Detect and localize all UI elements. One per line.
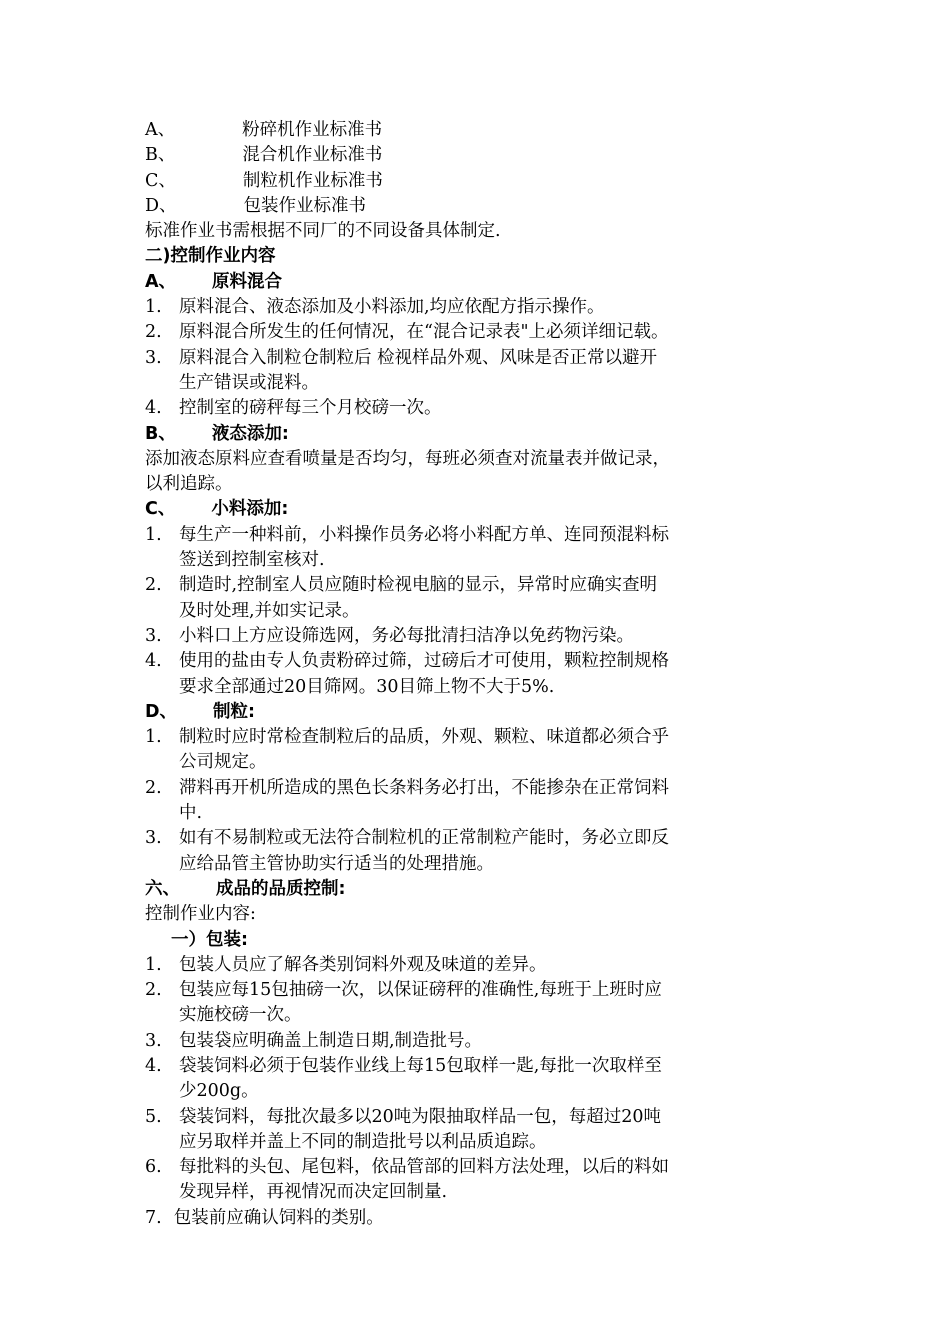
item-text: 原料混合入制粒仓制粒后 检视样品外观、风味是否正常以避开 <box>179 347 658 368</box>
list-item <box>145 649 825 674</box>
item-continuation: 应另取样并盖上不同的制造批号以利品质追踪。 <box>179 1131 547 1152</box>
item-number: 3. <box>145 625 162 646</box>
item-text: 袋装饲料必须于包装作业线上每15包取样一匙,每批一次取样至 <box>179 1055 662 1076</box>
sub-list-item <box>145 194 825 219</box>
item-continuation: 签送到控制室核对. <box>179 550 325 571</box>
item-number: 2. <box>145 575 162 596</box>
item-text: 每批料的头包、尾包料，依品管部的回料方法处理，以后的料如 <box>179 1157 669 1178</box>
heading-label: C、 <box>145 499 176 520</box>
item-continuation: 应给品管主管协助实行适当的处理措施。 <box>179 853 494 874</box>
item-text: 使用的盐由专人负责粉碎过筛，过磅后才可使用，颗粒控制规格 <box>179 651 669 672</box>
item-continuation: 生产错误或混料。 <box>179 372 319 393</box>
sub-label: C、 <box>145 170 176 191</box>
item-number: 5. <box>145 1106 162 1127</box>
item-number: 4. <box>145 398 162 419</box>
list-item <box>145 1029 825 1054</box>
document-page <box>145 118 825 1231</box>
item-continuation: 少200g。 <box>179 1081 259 1102</box>
list-item <box>145 573 825 598</box>
heading-title: 液态添加: <box>211 423 289 444</box>
sub-text: 制粒机作业标准书 <box>242 170 383 191</box>
subtitle-text: 控制作业内容: <box>145 904 256 925</box>
item-number: 3. <box>145 1030 162 1051</box>
sub-text: 粉碎机作业标准书 <box>242 120 383 140</box>
item-text: 制粒时应时常检查制粒后的品质，外观、颗粒、味道都必须合乎 <box>179 727 669 748</box>
paragraph-line: 添加液态原料应查看喷量是否均匀，每班必须查对流量表并做记录， <box>145 448 670 469</box>
heading-title: 原料混合 <box>212 271 283 292</box>
item-text: 原料混合、液态添加及小料添加,均应依配方指示操作。 <box>179 297 605 318</box>
sub-list-item <box>145 143 825 168</box>
list-item <box>145 1206 825 1231</box>
list-item <box>145 320 825 345</box>
subsection-heading-d <box>145 700 825 725</box>
item-text: 每生产一种料前，小料操作员务必将小料配方单、连同预混料标 <box>179 524 669 545</box>
list-item <box>145 1105 825 1130</box>
sub-list-item <box>145 118 825 143</box>
heading-label: A、 <box>145 271 177 292</box>
item-text: 包装前应确认饲料的类别。 <box>173 1207 384 1228</box>
heading-label: B、 <box>145 423 176 444</box>
heading-title: 小料添加: <box>211 499 289 520</box>
sub-text: 混合机作业标准书 <box>242 145 383 166</box>
item-continuation: 实施校磅一次。 <box>179 1005 302 1026</box>
item-text: 袋装饲料，每批次最多以20吨为限抽取样品一包，每超过20吨 <box>179 1106 662 1127</box>
list-item <box>145 523 825 548</box>
item-number: 1. <box>145 727 162 748</box>
item-number: 3. <box>145 347 162 368</box>
item-text: 包装应每15包抽磅一次，以保证磅秤的准确性,每班于上班时应 <box>179 980 662 1001</box>
list-item <box>145 978 825 1003</box>
item-number: 2. <box>145 980 162 1001</box>
heading-label: 六、 <box>145 878 180 899</box>
item-text: 原料混合所发生的任何情况，在“混合记录表"上必须详细记载。 <box>179 322 669 343</box>
list-item <box>145 295 825 320</box>
subsection-heading-a <box>145 270 825 295</box>
item-continuation: 公司规定。 <box>179 752 267 773</box>
sub-list-item <box>145 169 825 194</box>
section-heading: 二)控制作业内容 <box>145 246 276 267</box>
item-number: 1. <box>145 297 162 318</box>
subsection-heading-c <box>145 497 825 522</box>
sub-label: B、 <box>145 145 176 166</box>
sub-label: A、 <box>145 120 176 140</box>
item-number: 4. <box>145 651 162 672</box>
item-text: 小料口上方应设筛选网，务必每批清扫洁净以免药物污染。 <box>179 625 634 646</box>
note-text: 标准作业书需根据不同厂的不同设备具体制定. <box>145 221 501 242</box>
item-number: 4. <box>145 1055 162 1076</box>
item-continuation: 及时处理,并如实记录。 <box>179 600 360 621</box>
item-text: 包装人员应了解各类别饲料外观及味道的差异。 <box>179 954 547 975</box>
item-text: 控制室的磅秤每三个月校磅一次。 <box>179 398 442 419</box>
list-item <box>145 396 825 421</box>
list-item <box>145 776 825 801</box>
list-item <box>145 624 825 649</box>
item-continuation: 要求全部通过20目筛网。30目筛上物不大于5%. <box>179 676 555 697</box>
item-number: 3. <box>145 828 162 849</box>
item-text: 滞料再开机所造成的黑色长条料务必打出，不能掺杂在正常饲料 <box>179 777 669 798</box>
list-item <box>145 346 825 371</box>
packing-heading: 一）包装: <box>171 929 248 950</box>
list-item <box>145 826 825 851</box>
item-text: 包装袋应明确盖上制造日期,制造批号。 <box>179 1030 483 1051</box>
paragraph-line: 以利追踪。 <box>145 474 233 495</box>
sub-label: D、 <box>145 195 177 216</box>
list-item <box>145 1054 825 1079</box>
heading-label: D、 <box>145 701 178 722</box>
item-continuation: 中. <box>179 803 203 824</box>
list-item <box>145 725 825 750</box>
item-number: 7. <box>145 1207 162 1228</box>
list-item <box>145 1155 825 1180</box>
list-item <box>145 953 825 978</box>
heading-title: 制粒: <box>213 701 256 722</box>
heading-title: 成品的品质控制: <box>216 878 346 899</box>
item-text: 如有不易制粒或无法符合制粒机的正常制粒产能时，务必立即反 <box>179 828 669 849</box>
item-number: 2. <box>145 777 162 798</box>
item-text: 制造时,控制室人员应随时检视电脑的显示，异常时应确实查明 <box>179 575 658 596</box>
item-number: 2. <box>145 322 162 343</box>
sub-text: 包装作业标准书 <box>243 195 367 216</box>
item-number: 1. <box>145 524 162 545</box>
item-continuation: 发现异样，再视情况而决定回制量. <box>179 1182 448 1203</box>
item-number: 6. <box>145 1157 162 1178</box>
item-number: 1. <box>145 954 162 975</box>
section-heading-six <box>145 877 825 902</box>
subsection-heading-b <box>145 422 825 447</box>
